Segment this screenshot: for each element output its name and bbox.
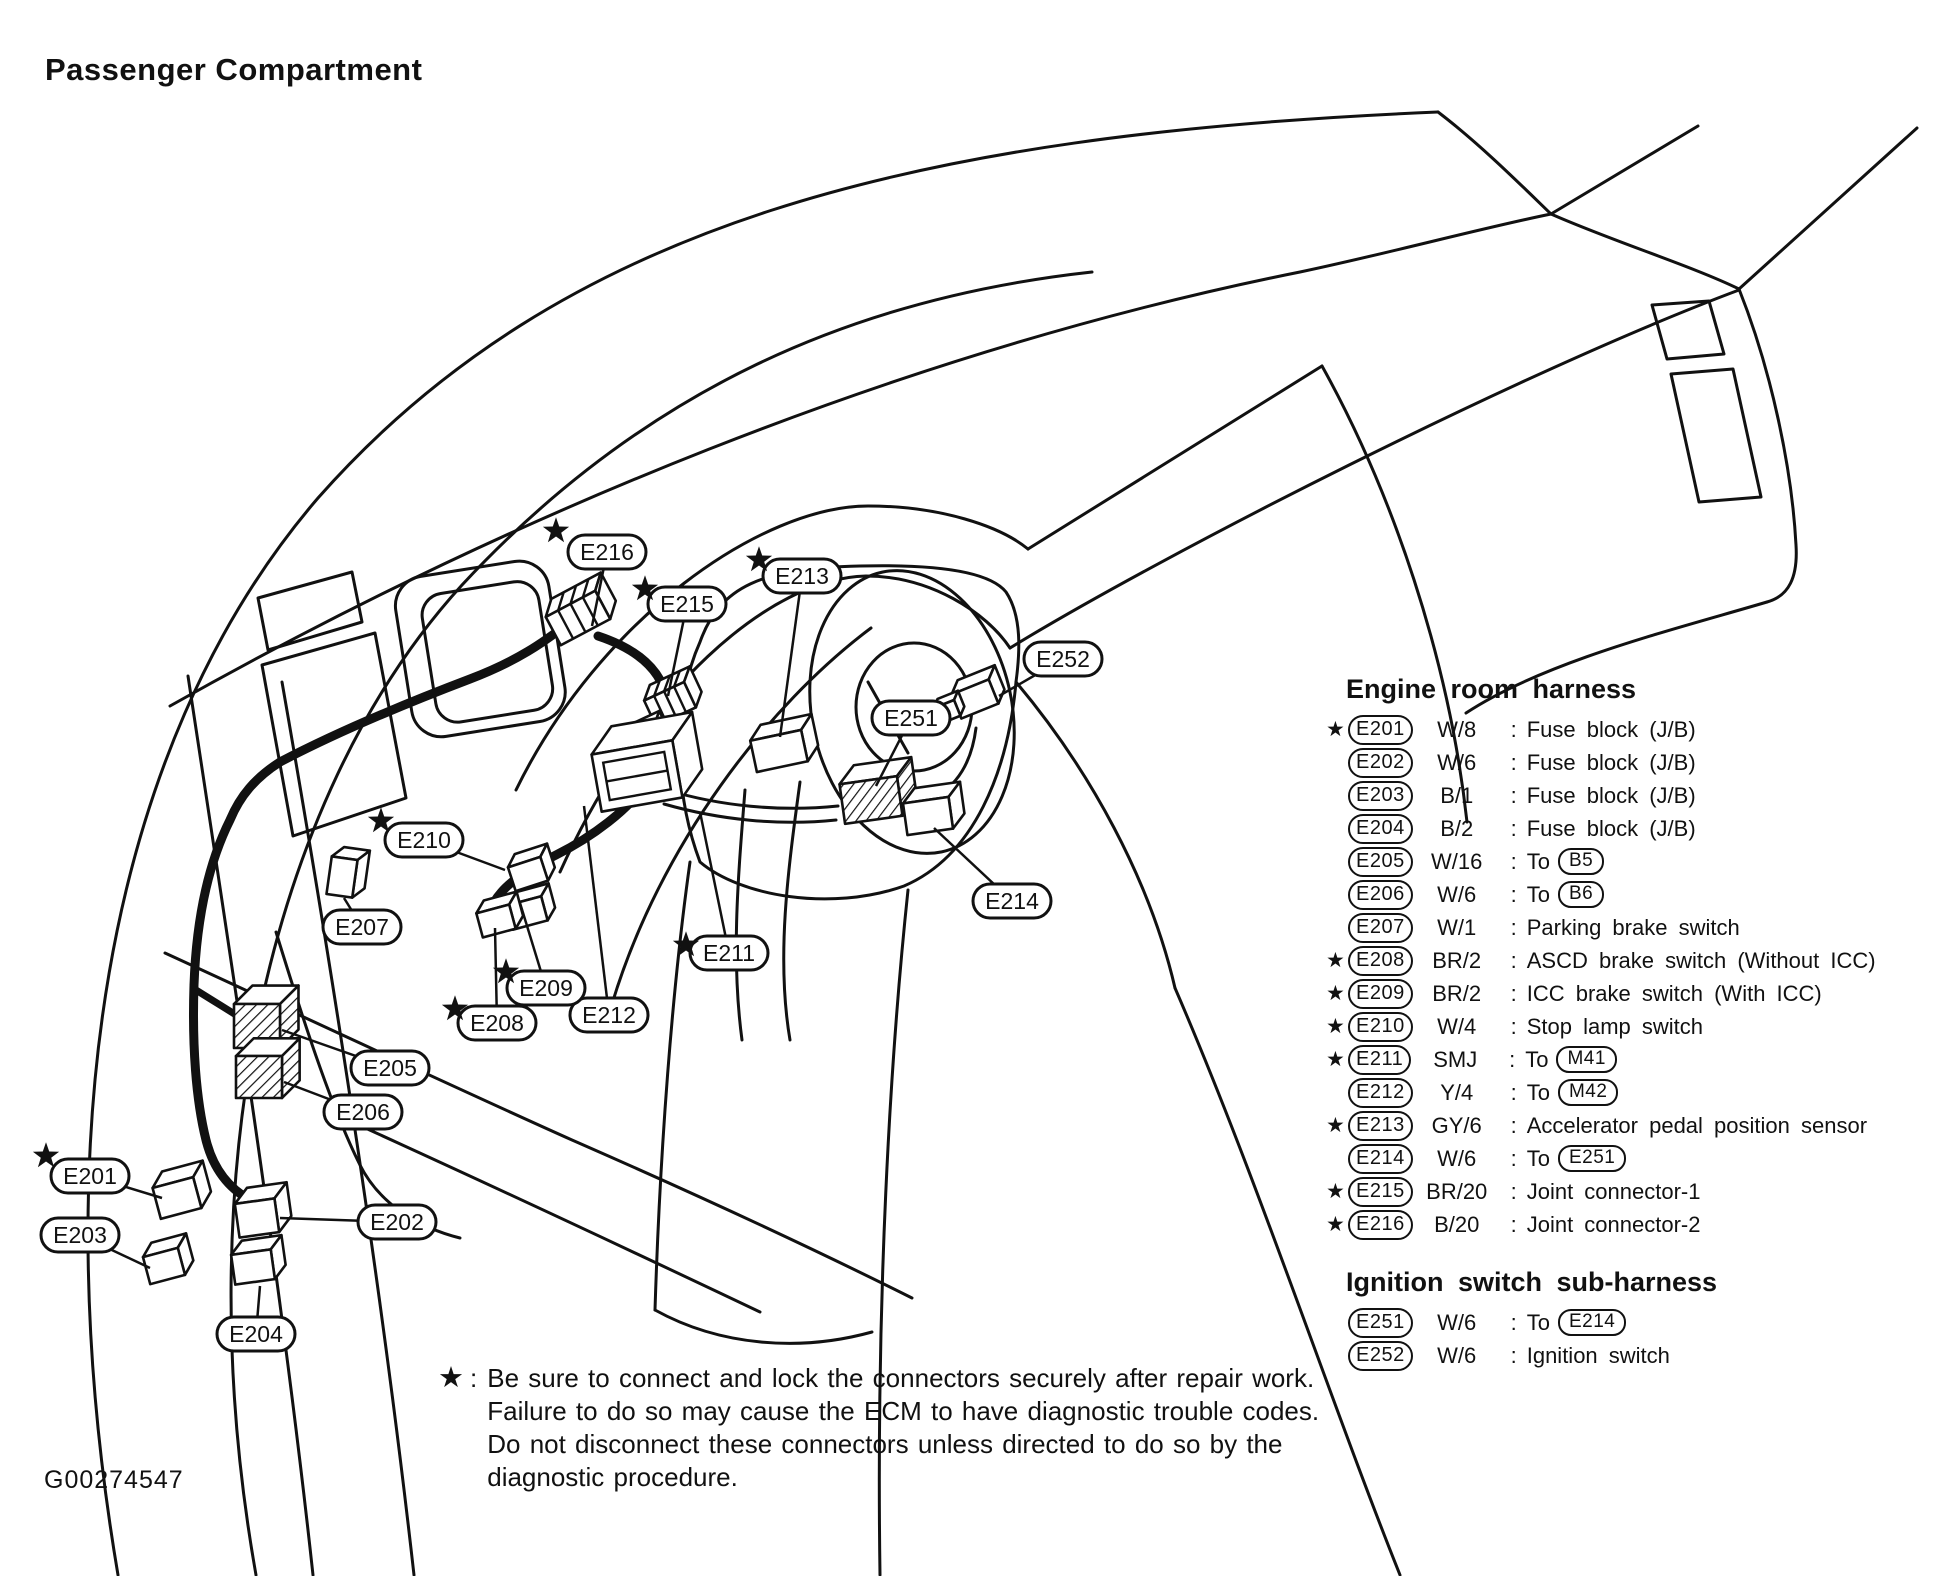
legend-row-E214 <box>1326 1142 1936 1175</box>
wire-spec: W/6 <box>1437 1342 1477 1368</box>
description-text: Joint connector-2 <box>1526 1211 1701 1237</box>
callout-E212 <box>570 998 648 1032</box>
separator: : <box>1510 1112 1517 1138</box>
reference-pill: E214 <box>1558 1309 1626 1336</box>
connector-description <box>1527 816 1696 842</box>
connector-description <box>1527 717 1696 743</box>
callout-label: E210 <box>397 827 451 853</box>
callout-E210 <box>368 807 463 857</box>
separator: : <box>1510 1145 1517 1171</box>
leader-line-E211 <box>700 812 729 953</box>
callout-E203 <box>41 1218 119 1252</box>
connector-description <box>1525 1046 1617 1073</box>
separator: : <box>1510 881 1517 907</box>
description-text: To <box>1526 848 1550 874</box>
legend-row-E202 <box>1326 746 1936 779</box>
description-text: To <box>1526 1145 1550 1171</box>
star-icon: ★ <box>1326 982 1345 1005</box>
reference-pill: B6 <box>1558 881 1604 908</box>
reference-pill: B5 <box>1558 848 1604 875</box>
separator: : <box>1510 947 1517 973</box>
connector-description <box>1527 1212 1701 1238</box>
callout-label: E212 <box>582 1002 636 1028</box>
callout-E207 <box>323 910 401 944</box>
description-text: Stop lamp switch <box>1526 1013 1704 1039</box>
wire-spec: B/1 <box>1440 782 1474 808</box>
star-icon: ★ <box>1326 718 1345 741</box>
callout-label: E207 <box>335 914 389 940</box>
star-icon: ★ <box>1326 1213 1345 1236</box>
callout-E201 <box>33 1142 129 1193</box>
callout-label: E206 <box>336 1099 390 1125</box>
separator: : <box>1510 848 1517 874</box>
connector-box <box>326 846 369 900</box>
connector-description <box>1527 783 1696 809</box>
separator: : <box>1510 1309 1517 1335</box>
star-icon: ★ <box>1326 1114 1345 1137</box>
callout-E213 <box>746 546 841 593</box>
wire-spec: B/20 <box>1434 1211 1480 1237</box>
separator: : <box>1510 980 1517 1006</box>
wiring-harness <box>194 628 977 1200</box>
description-text: Parking brake switch <box>1526 914 1740 940</box>
legend-row-E216 <box>1326 1208 1936 1241</box>
connector-description <box>1527 948 1876 974</box>
wire-spec: BR/2 <box>1432 947 1482 973</box>
connector-description <box>1527 750 1696 776</box>
description-text: Fuse block (J/B) <box>1526 815 1696 841</box>
wire-spec: W/6 <box>1437 1145 1477 1171</box>
description-text: Fuse block (J/B) <box>1526 782 1696 808</box>
callout-label: E216 <box>580 539 634 565</box>
callout-label: E201 <box>63 1163 117 1189</box>
separator: : <box>1510 1211 1517 1237</box>
separator: : <box>1510 782 1517 808</box>
connector-box <box>747 714 820 772</box>
description-text: Fuse block (J/B) <box>1526 716 1696 742</box>
reference-pill: E251 <box>1558 1145 1626 1172</box>
description-text: ICC brake switch (With ICC) <box>1526 980 1822 1006</box>
connector-box <box>229 1235 287 1285</box>
connector-code-pill: E204 <box>1348 814 1413 844</box>
legend-section <box>1326 1267 1936 1372</box>
legend-row-E211 <box>1326 1043 1936 1076</box>
description-text: To <box>1526 881 1550 907</box>
callout-E214 <box>973 884 1051 918</box>
separator: : <box>1510 749 1517 775</box>
legend <box>1326 674 1936 1372</box>
legend-row-E210 <box>1326 1010 1936 1043</box>
connector-code-pill: E208 <box>1348 946 1413 976</box>
description-text: Fuse block (J/B) <box>1526 749 1696 775</box>
callout-label: E251 <box>884 705 938 731</box>
legend-row-E203 <box>1326 779 1936 812</box>
connector-code-pill: E203 <box>1348 781 1413 811</box>
callout-E206 <box>324 1095 402 1129</box>
connector-code-pill: E202 <box>1348 748 1413 778</box>
callout-E205 <box>351 1051 429 1085</box>
separator: : <box>1510 1342 1517 1368</box>
wire-spec: W/16 <box>1431 848 1483 874</box>
wire-spec: W/6 <box>1437 1309 1477 1335</box>
connector-code-pill: E206 <box>1348 880 1413 910</box>
callout-label: E211 <box>702 940 756 966</box>
callout-label: E209 <box>519 975 573 1001</box>
connector-description <box>1527 1309 1627 1336</box>
callout-label: E214 <box>985 888 1039 914</box>
legend-row-E213 <box>1326 1109 1936 1142</box>
connector-code-pill: E252 <box>1348 1341 1413 1371</box>
callout-E252 <box>1024 642 1102 676</box>
connector-description <box>1527 848 1605 875</box>
legend-row-E212 <box>1326 1076 1936 1109</box>
separator: : <box>1509 1046 1516 1072</box>
connector-code-pill: E251 <box>1348 1308 1413 1338</box>
description-text: To <box>1526 1079 1550 1105</box>
star-icon: ★ <box>1326 949 1345 972</box>
callout-E251 <box>872 701 950 735</box>
connector-code-pill: E210 <box>1348 1012 1413 1042</box>
connector-code-pill: E211 <box>1348 1045 1411 1075</box>
wire-spec: BR/20 <box>1426 1178 1488 1204</box>
wire-spec: B/2 <box>1440 815 1474 841</box>
wire-spec: W/6 <box>1437 881 1477 907</box>
connector-description <box>1527 1179 1701 1205</box>
note-line: Do not disconnect these connectors unless directed to do so by the <box>487 1429 1283 1459</box>
legend-section-title: Engine room harness <box>1346 674 1637 704</box>
connector-description <box>1527 1014 1703 1040</box>
wire-spec: W/4 <box>1437 1013 1477 1039</box>
connector-glyphs <box>140 573 1009 1285</box>
wire-spec: W/8 <box>1437 716 1477 742</box>
connector-box <box>236 1038 300 1098</box>
connector-description <box>1527 1079 1619 1106</box>
callout-E204 <box>217 1317 295 1351</box>
wire-spec: Y/4 <box>1440 1079 1474 1105</box>
connector-code-pill: E216 <box>1348 1210 1413 1240</box>
legend-row-E206 <box>1326 878 1936 911</box>
legend-row-E201 <box>1326 713 1936 746</box>
connector-description <box>1527 881 1605 908</box>
star-icon: ★ <box>1326 1015 1345 1038</box>
note-line: Failure to do so may cause the ECM to have diagnostic trouble codes. <box>487 1396 1320 1426</box>
callout-label: E252 <box>1036 646 1090 672</box>
wire-spec: W/1 <box>1437 914 1477 940</box>
connector-description <box>1527 1343 1670 1369</box>
legend-row-E209 <box>1326 977 1936 1010</box>
separator: : <box>1510 716 1517 742</box>
note-line: diagnostic procedure. <box>487 1462 738 1492</box>
wire-spec: GY/6 <box>1431 1112 1482 1138</box>
connector-code-pill: E214 <box>1348 1144 1413 1174</box>
connector-description <box>1527 915 1740 941</box>
wire-spec: SMJ <box>1433 1046 1478 1072</box>
legend-row-E252 <box>1326 1339 1936 1372</box>
callout-E216 <box>543 517 646 569</box>
star-icon: ★ <box>438 1362 464 1394</box>
legend-row-E207 <box>1326 911 1936 944</box>
separator: : <box>1510 914 1517 940</box>
legend-row-E251 <box>1326 1306 1936 1339</box>
callout-label: E202 <box>370 1209 424 1235</box>
reference-pill: M41 <box>1556 1046 1616 1073</box>
reference-pill: M42 <box>1558 1079 1618 1106</box>
description-text: Ignition switch <box>1526 1342 1670 1368</box>
connector-box <box>149 1161 214 1219</box>
note-line: Be sure to connect and lock the connectors securely after repair work. <box>487 1363 1315 1393</box>
connector-description <box>1527 1113 1867 1139</box>
callout-label: E203 <box>53 1222 107 1248</box>
connector-code-pill: E201 <box>1348 715 1413 745</box>
description-text: Accelerator pedal position sensor <box>1526 1112 1868 1138</box>
connector-code-pill: E205 <box>1348 847 1413 877</box>
legend-row-E204 <box>1326 812 1936 845</box>
callout-label: E215 <box>660 591 714 617</box>
connector-code-pill: E213 <box>1348 1111 1413 1141</box>
connector-code-pill: E209 <box>1348 979 1413 1009</box>
star-icon: ★ <box>1326 1048 1345 1071</box>
legend-section-title: Ignition switch sub-harness <box>1346 1267 1718 1297</box>
dash-vent-lower <box>1671 369 1761 502</box>
legend-row-E208 <box>1326 944 1936 977</box>
callout-E211 <box>673 931 768 970</box>
page-title: Passenger Compartment <box>45 52 423 87</box>
connector-box <box>140 1233 196 1284</box>
figure-id: G00274547 <box>44 1466 184 1494</box>
legend-row-E205 <box>1326 845 1936 878</box>
callout-label: E204 <box>229 1321 283 1347</box>
leader-line-E212 <box>584 806 609 1015</box>
wire-spec: W/6 <box>1437 749 1477 775</box>
separator: : <box>1510 1013 1517 1039</box>
connector-description <box>1527 1145 1627 1172</box>
star-icon: ★ <box>1326 1180 1345 1203</box>
description-text: Joint connector-1 <box>1526 1178 1701 1204</box>
callout-label: E205 <box>363 1055 417 1081</box>
description-text: ASCD brake switch (Without ICC) <box>1526 947 1876 973</box>
description-text: To <box>1526 1309 1550 1335</box>
callout-E202 <box>358 1205 436 1239</box>
connector-box <box>474 892 526 938</box>
legend-section <box>1326 674 1936 1241</box>
footnote: ★ : Be sure to connect and lock the connectors securely after repair work. Failure to do so may cause the ECM to have diagnostic trouble codes. Do not disconnect these connectors unless directed to do so by the diagnostic procedure. <box>438 1362 1320 1492</box>
wire-spec: BR/2 <box>1432 980 1482 1006</box>
description-text: To <box>1525 1046 1549 1072</box>
connector-description <box>1527 981 1822 1007</box>
separator: : <box>1510 1178 1517 1204</box>
separator: : <box>1510 815 1517 841</box>
separator: : <box>1510 1079 1517 1105</box>
connector-code-pill: E207 <box>1348 913 1413 943</box>
connector-code-pill: E215 <box>1348 1177 1413 1207</box>
callout-label: E213 <box>775 563 829 589</box>
connector-code-pill: E212 <box>1348 1078 1413 1108</box>
star-icon <box>543 517 569 542</box>
callout-label: E208 <box>470 1010 524 1036</box>
legend-row-E215 <box>1326 1175 1936 1208</box>
